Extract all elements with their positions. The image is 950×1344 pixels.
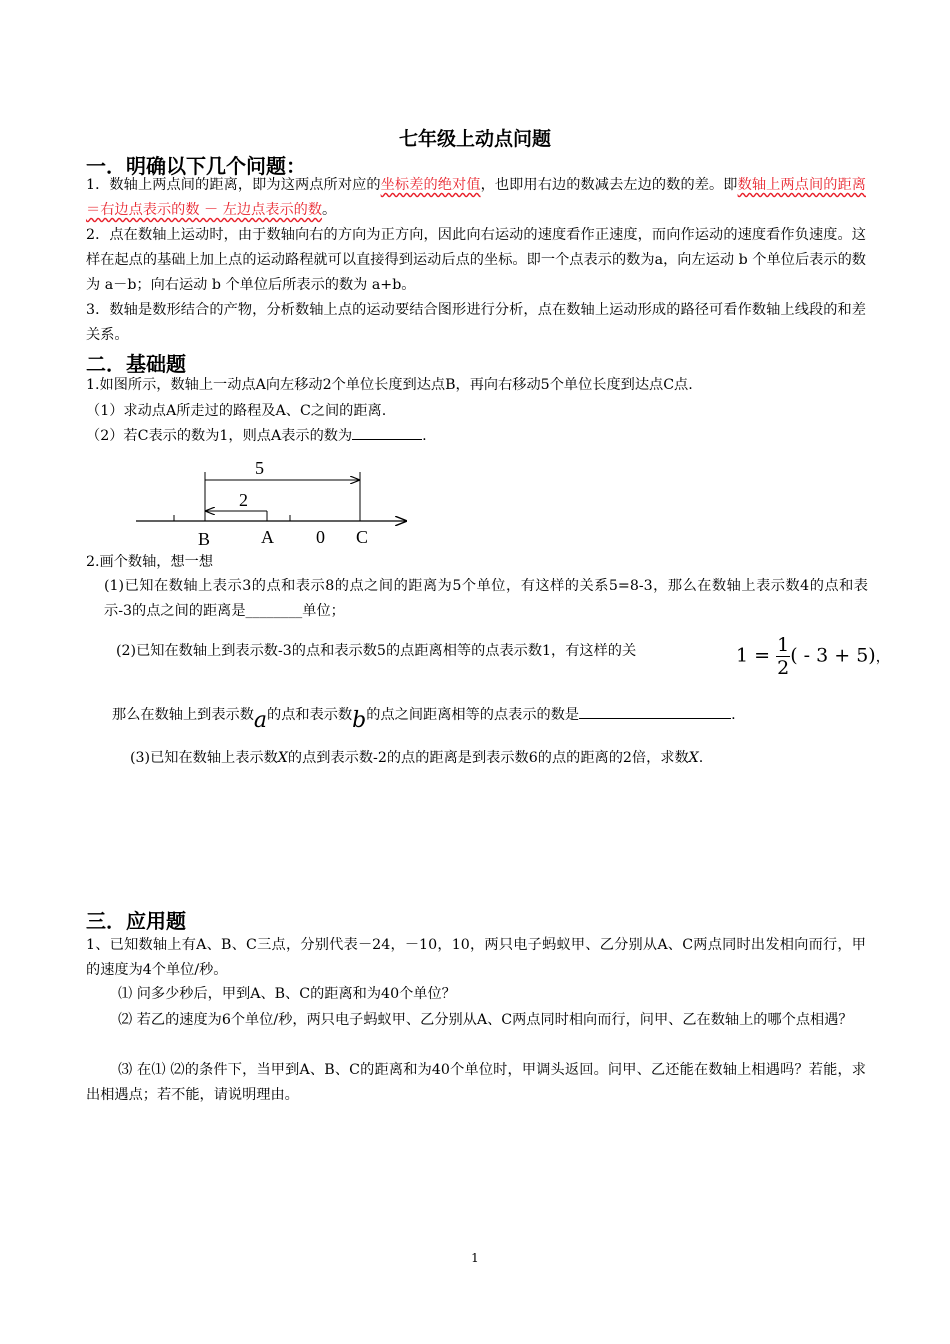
page-number: 1 (471, 1251, 479, 1265)
variable-b: b (352, 708, 367, 733)
basic-q2-part2-line1: (2)已知在数轴上到表示数-3的点和表示数5的点距离相等的点表示数1，有这样的关 (116, 643, 637, 659)
section3-heading: 三．应用题 (86, 909, 186, 933)
q1-part2-end: . (422, 428, 427, 444)
basic-q1: 1.如图所示，数轴上一动点A向左移动2个单位长度到达点B，再向右移动5个单位长度到达点C点. (86, 377, 693, 393)
page-title: 七年级上动点问题 (398, 128, 551, 150)
basic-q1-part2 (86, 425, 427, 445)
q1-part2-text: （2）若C表示的数为1，则点A表示的数为 (86, 428, 353, 444)
section1-paragraph-3: 3．数轴是数形结合的产物，分析数轴上点的运动要结合图形进行分析，点在数轴上运动形成的路径可看作数轴上线段的和差关系。 (86, 302, 866, 343)
label-b: B (198, 529, 211, 549)
p1-red-highlight-2: 数轴上两点间的距离＝右边点表示的数 － 左边点表示的数 (86, 177, 866, 218)
answer-blank[interactable] (352, 425, 422, 440)
section1-paragraph-2: 2．点在数轴上运动时，由于数轴向右的方向为正方向，因此向右运动的速度看作正速度，而向作运动的速度看作负速度。这样在起点的基础上加上点的运动路程就可以直接得到运动后点的坐标。即一个点表示的数为a，向左运动 b 个单位后表示的数为 a－b；向右运动 b 个单位后所表示的数为 a+b。 (86, 227, 866, 293)
label-a: A (261, 527, 274, 547)
formula-rhs: ( - 3 + 5) (790, 644, 876, 667)
section2-heading: 二．基础题 (86, 352, 186, 376)
p1-text-a: 1．数轴上两点间的距离，即为这两点所对应的 (86, 177, 381, 193)
variable-x: X (277, 750, 288, 766)
formula-fraction: $\frac{1}{2}$ (777, 634, 790, 679)
answer-blank-2[interactable] (579, 704, 731, 719)
application-q1-part1: ⑴ 问多少秒后，甲到A、B、C的距离和为40个单位？ (118, 986, 456, 1002)
number-line-figure (130, 450, 420, 550)
label-2: 2 (239, 490, 248, 510)
label-0: 0 (316, 527, 325, 547)
application-q1-part2: ⑵ 若乙的速度为6个单位/秒，两只电子蚂蚁甲、乙分别从A、C两点同时相向而行，问甲、乙在数轴上的哪个点相遇？ (118, 1012, 853, 1028)
formula-end: ， (875, 649, 890, 666)
basic-q2-part1: (1)已知在数轴上表示3的点和表示8的点之间的距离为5个单位，有这样的关系5=8-3，那么在数轴上表示数4的点和表示-3的点之间的距离是________单位； (104, 578, 868, 619)
label-5: 5 (255, 458, 264, 478)
formula (736, 634, 890, 679)
variable-a: a (253, 708, 268, 733)
basic-q2-part3: (3)已知在数轴上表示数X的点到表示数-2的点的距离是到表示数6的点的距离的2倍，求数X. (130, 750, 704, 766)
basic-q1-part1: （1）求动点A所走过的路程及A、C之间的距离. (86, 403, 387, 419)
p1-red-highlight-1: 坐标差的绝对值 (380, 177, 481, 193)
application-q1: 1、已知数轴上有A、B、C三点，分别代表－24，－10，10，两只电子蚂蚁甲、乙分别从A、C两点同时出发相向而行，甲的速度为4个单位/秒。 (86, 937, 866, 978)
basic-q2: 2.画个数轴，想一想 (86, 554, 214, 570)
label-c: C (356, 527, 369, 547)
p1-text-b: ，也即用右边的数减去左边的数的差。即 (480, 177, 738, 193)
p1-text-c: 。 (322, 202, 337, 218)
application-q1-part3: ⑶ 在⑴ ⑵的条件下，当甲到A、B、C的距离和为40个单位时，甲调头返回。问甲、乙还能在数轴上相遇吗？若能，求出相遇点；若不能，请说明理由。 (86, 1062, 866, 1103)
basic-q2-part2-line2: 那么在数轴上到表示数a的点和表示数b的点之间距离相等的点表示的数是 . (112, 700, 736, 725)
section1-paragraph-1 (86, 173, 866, 223)
formula-lhs: 1 = (736, 644, 771, 667)
section1-heading: 一．明确以下几个问题： (86, 154, 306, 178)
